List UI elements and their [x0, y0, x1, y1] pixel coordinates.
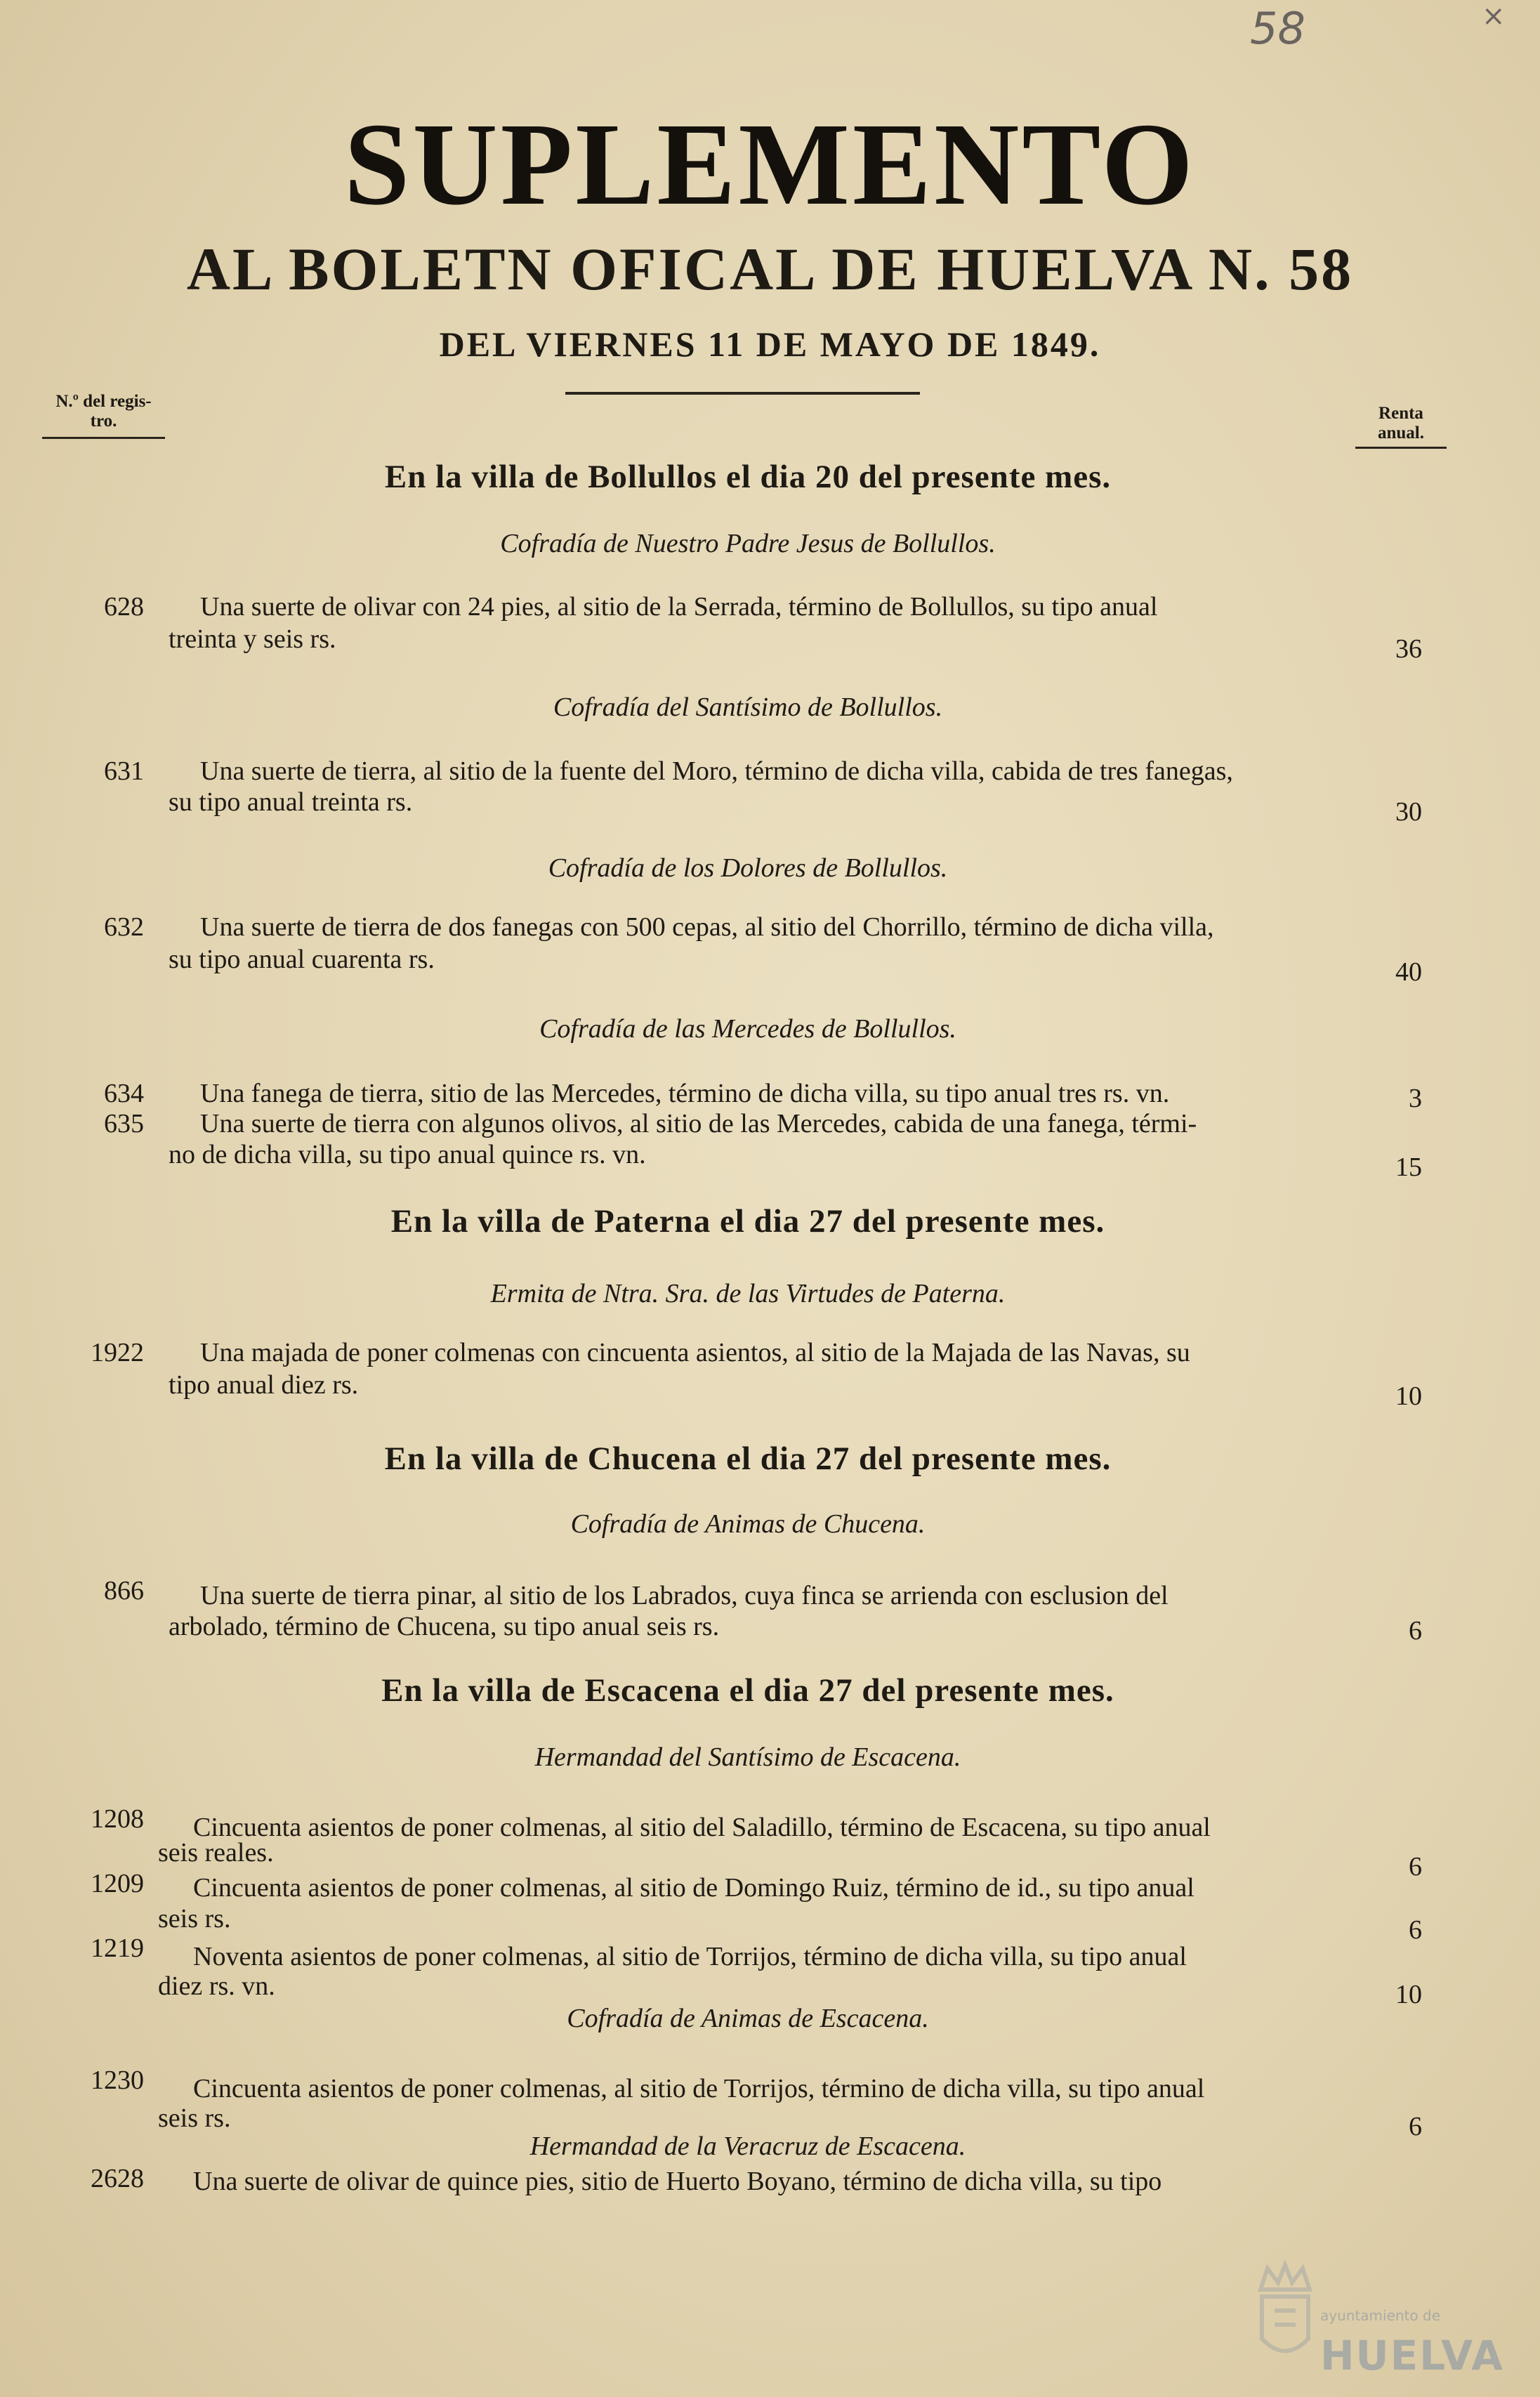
watermark-text: HUELVA — [1320, 2332, 1505, 2379]
hermandad-name: Hermandad de la Veracruz de Escacena. — [529, 2132, 966, 2161]
entry-text-line: Cincuenta asientos de poner colmenas, al sitio de Domingo Ruiz, término de id., su tipo anual — [193, 1873, 1195, 1903]
section-heading-bollullos: En la villa de Bollullos el dia 20 del presente mes. — [384, 459, 1112, 495]
entry-rent: 3 — [1409, 1084, 1422, 1113]
entry-rent: 36 — [1395, 634, 1422, 664]
entry-text-line: diez rs. vn. — [158, 1971, 275, 2001]
entry-text-line: Cincuenta asientos de poner colmenas, al sitio del Saladillo, término de Escacena, su tipo anual — [193, 1813, 1211, 1842]
register-header-line2: tro. — [90, 411, 117, 431]
hermandad-name: Hermandad del Santísimo de Escacena. — [534, 1742, 961, 1772]
cofradia-name: Cofradía de los Dolores de Bollullos. — [548, 853, 948, 883]
entry-number: 628 — [104, 592, 144, 622]
entry-rent: 40 — [1395, 957, 1422, 987]
folio-number: 58 — [1250, 3, 1305, 54]
section-heading-chucena: En la villa de Chucena el dia 27 del presente mes. — [384, 1440, 1112, 1477]
entry-number: 632 — [104, 912, 144, 942]
section-heading-paterna: En la villa de Paterna el dia 27 del presente mes. — [390, 1203, 1105, 1240]
entry-text-line: tipo anual diez rs. — [169, 1370, 359, 1400]
entry-rent: 6 — [1409, 1616, 1422, 1646]
entry-text-line: Una suerte de olivar de quince pies, sitio de Huerto Boyano, término de dicha villa, su tipo — [193, 2167, 1162, 2196]
entry-text-line: Cincuenta asientos de poner colmenas, al sitio de Torrijos, término de dicha villa, su tipo anual — [193, 2074, 1205, 2103]
entry-number: 866 — [104, 1576, 144, 1605]
entry-rent: 6 — [1409, 2112, 1422, 2141]
entry-number: 1208 — [91, 1804, 144, 1834]
entry-text-line: su tipo anual cuarenta rs. — [169, 945, 435, 974]
entry-rent: 6 — [1409, 1915, 1422, 1945]
entry-rent: 15 — [1395, 1152, 1422, 1182]
masthead-title: SUPLEMENTO — [343, 99, 1197, 230]
entry-rent: 10 — [1395, 1980, 1422, 2009]
section-heading-escacena: En la villa de Escacena el dia 27 del presente mes. — [381, 1672, 1114, 1709]
entry-text-line: treinta y seis rs. — [169, 624, 336, 654]
header-rule — [565, 392, 920, 395]
rent-column-rule — [1355, 447, 1447, 449]
cofradia-name: Cofradía de Nuestro Padre Jesus de Bollullos. — [500, 529, 996, 558]
entry-rent: 30 — [1395, 797, 1422, 827]
entry-number: 1922 — [91, 1338, 144, 1367]
ermita-name: Ermita de Ntra. Sra. de las Virtudes de Paterna. — [490, 1279, 1006, 1308]
entry-rent: 10 — [1395, 1381, 1422, 1411]
entry-number: 635 — [104, 1109, 144, 1138]
entry-number: 634 — [104, 1079, 144, 1108]
entry-text-line: seis rs. — [158, 1904, 231, 1933]
cofradia-name: Cofradía de las Mercedes de Bollullos. — [539, 1014, 956, 1044]
entry-number: 1209 — [91, 1869, 144, 1898]
entry-text-line: no de dicha villa, su tipo anual quince rs. vn. — [169, 1140, 646, 1169]
rent-header-line2: anual. — [1377, 423, 1424, 442]
rent-column-header — [1355, 404, 1447, 442]
entry-number: 2628 — [91, 2164, 144, 2193]
entry-text-line: su tipo anual treinta rs. — [169, 787, 413, 817]
cofradia-name: Cofradía del Santísimo de Bollullos. — [553, 692, 943, 722]
entry-text-line: Una majada de poner colmenas con cincuenta asientos, al sitio de la Majada de las Navas, su — [200, 1338, 1190, 1367]
register-column-rule — [42, 437, 165, 439]
corner-mark: × — [1482, 0, 1506, 32]
watermark-small-text: ayuntamiento de — [1320, 2307, 1440, 2324]
entry-text-line: seis rs. — [158, 2103, 231, 2133]
entry-text-line: Una suerte de tierra, al sitio de la fuente del Moro, término de dicha villa, cabida de tres fanegas, — [200, 756, 1233, 786]
entry-number: 1219 — [91, 1933, 144, 1963]
entry-text-line: Una fanega de tierra, sitio de las Mercedes, término de dicha villa, su tipo anual tres rs. vn. — [200, 1079, 1170, 1108]
register-header-line1: N.º del regis- — [55, 392, 152, 411]
entry-text-line: Una suerte de tierra de dos fanegas con 500 cepas, al sitio del Chorrillo, término de dicha villa, — [200, 912, 1214, 942]
entry-text-line: Una suerte de tierra pinar, al sitio de los Labrados, cuya finca se arrienda con esclusion del — [200, 1581, 1169, 1610]
masthead-dateline: DEL VIERNES 11 DE MAYO DE 1849. — [439, 324, 1101, 364]
entry-text-line: arbolado, término de Chucena, su tipo anual seis rs. — [169, 1612, 720, 1641]
entry-number: 631 — [104, 756, 144, 786]
entry-number: 1230 — [91, 2066, 144, 2095]
masthead-subtitle: AL BOLETN OFICAL DE HUELVA N. 58 — [186, 235, 1354, 303]
entry-text-line: Noventa asientos de poner colmenas, al sitio de Torrijos, término de dicha villa, su tipo anual — [193, 1942, 1187, 1971]
cofradia-name: Cofradía de Animas de Chucena. — [570, 1509, 926, 1539]
register-column-header — [42, 392, 165, 431]
entry-rent: 6 — [1409, 1852, 1422, 1882]
entry-text-line: seis reales. — [158, 1838, 274, 1867]
entry-text-line: Una suerte de tierra con algunos olivos, al sitio de las Mercedes, cabida de una fanega, térmi- — [200, 1109, 1197, 1138]
rent-header-line1: Renta — [1378, 404, 1423, 423]
entry-text-line: Una suerte de olivar con 24 pies, al sitio de la Serrada, término de Bollullos, su tipo anual — [200, 592, 1158, 622]
cofradia-name: Cofradía de Animas de Escacena. — [567, 2004, 929, 2033]
